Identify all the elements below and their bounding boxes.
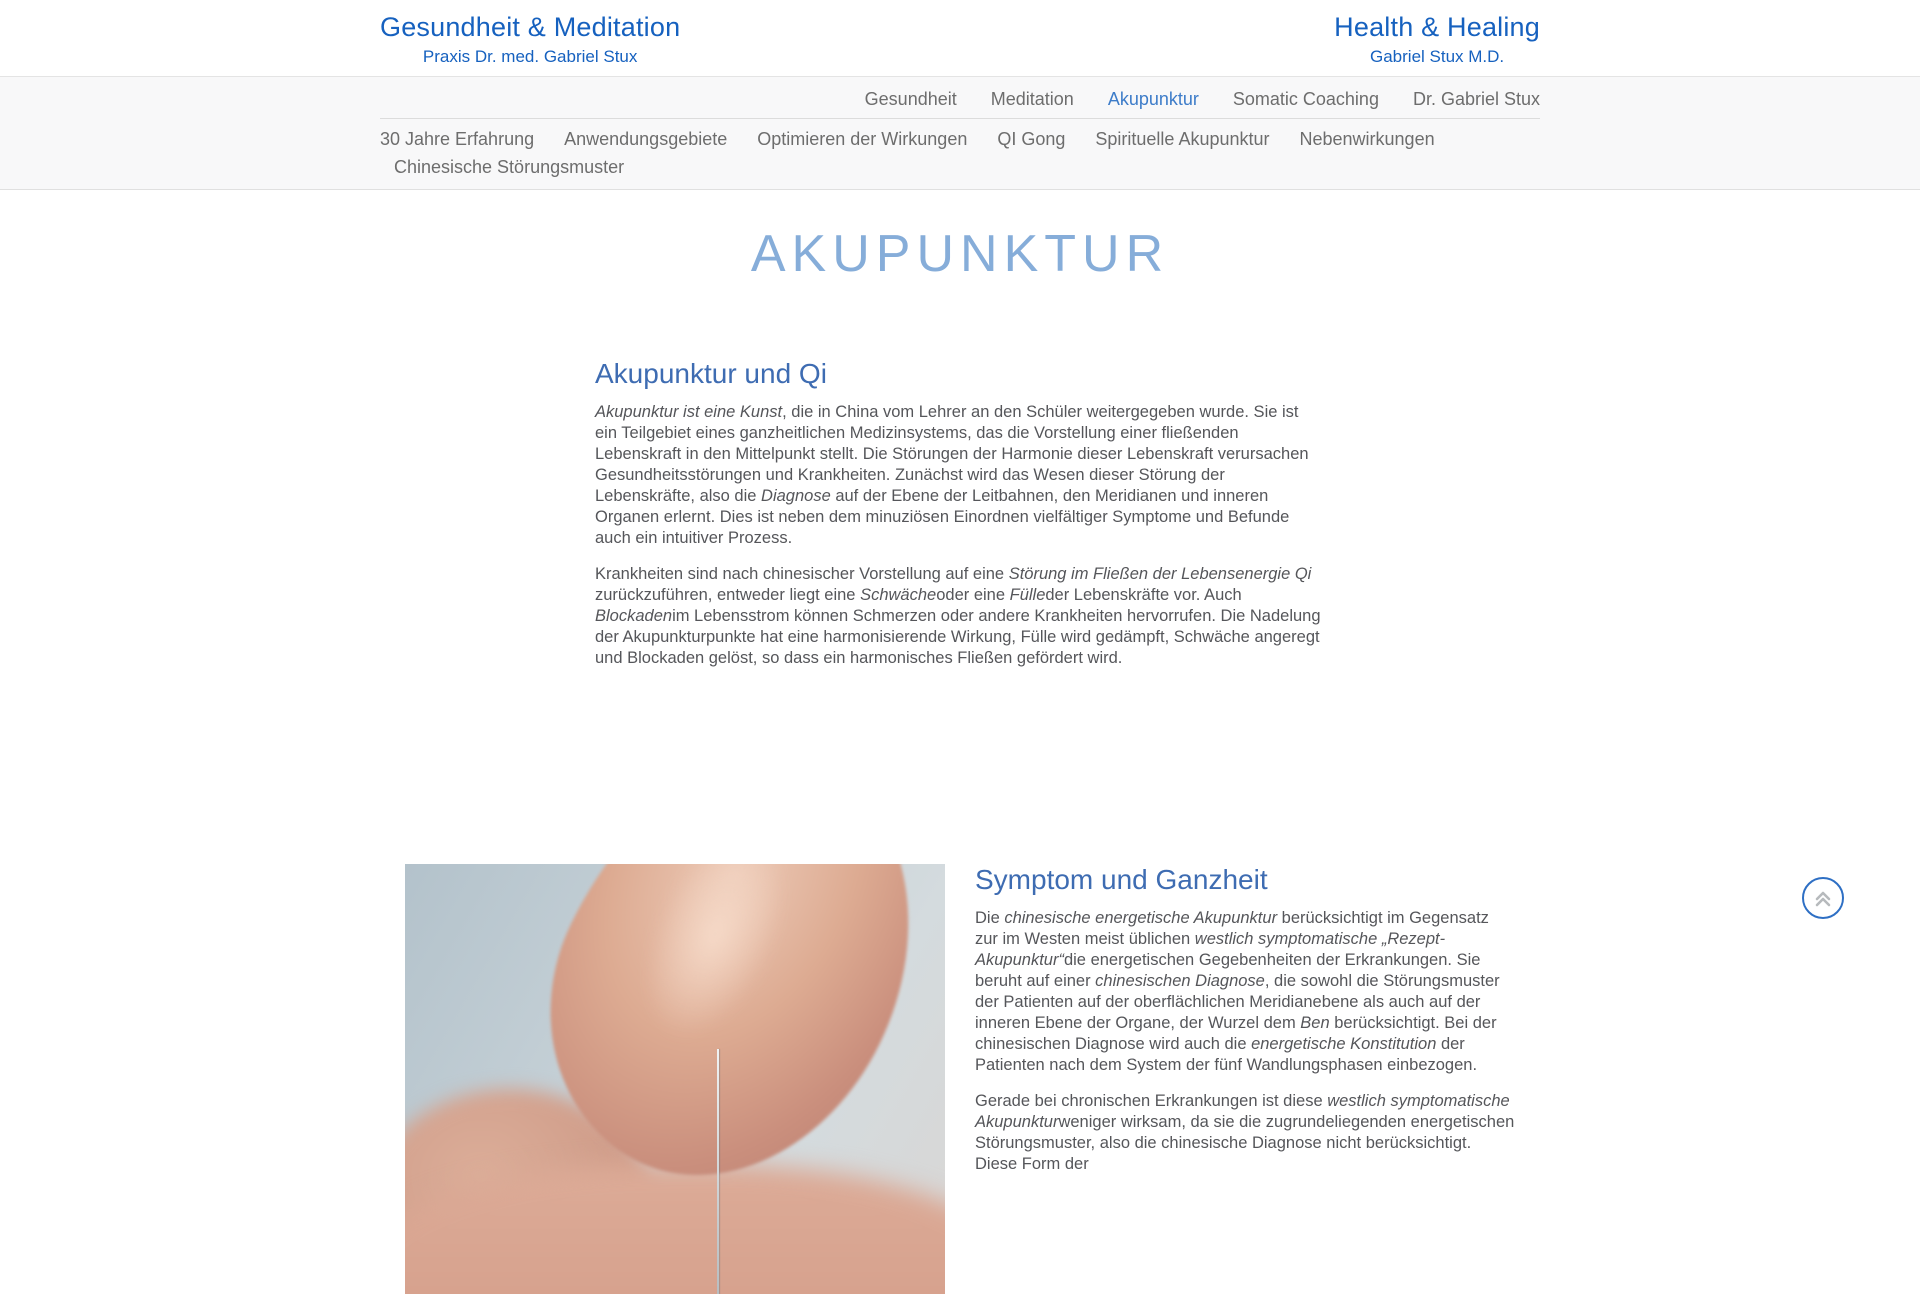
site-header	[0, 0, 1920, 76]
site-logo-right-title: Health & Healing	[1334, 11, 1540, 42]
site-logo-left[interactable]	[380, 12, 680, 67]
nav-item-gesundheit[interactable]: Gesundheit	[864, 89, 957, 109]
site-logo-left-subtitle: Praxis Dr. med. Gabriel Stux	[422, 46, 638, 66]
subnav-item-spirituelle-akupunktur[interactable]: Spirituelle Akupunktur	[1095, 129, 1270, 149]
paragraph: Die chinesische energetische Akupunktur berücksichtigt im Gegensatz zur im Westen meist üblichen westlich symptomatische „Rezept-Akupunktur“die energetischen Gegebenheiten der Erkrankungen. Sie beruht auf einer chinesischen Diagnose, die sowohl die Störungsmuster der Patienten auf der oberflächlichen Meridianebene als auch auf der inneren Ebene der Organe, der Wurzel dem Ben berücksichtigt. Bei der chinesischen Diagnose wird auch die energetische Konstitution der Patienten nach dem System der fünf Wandlungsphasen einbezogen.	[975, 909, 1500, 1074]
subnav-item-nebenwirkungen[interactable]: Nebenwirkungen	[1299, 129, 1435, 149]
subnav-item-30-jahre-erfahrung[interactable]: 30 Jahre Erfahrung	[380, 129, 535, 149]
site-logo-right[interactable]	[1334, 12, 1540, 67]
section-heading-symptom-und-ganzheit: Symptom und Ganzheit	[975, 864, 1268, 895]
section-akupunktur-und-qi	[380, 358, 1540, 669]
subnav-item-anwendungsgebiete[interactable]: Anwendungsgebiete	[564, 129, 728, 149]
section-heading-akupunktur-und-qi: Akupunktur und Qi	[595, 358, 827, 389]
section-symptom-und-ganzheit	[380, 864, 1540, 1294]
nav-item-akupunktur[interactable]: Akupunktur	[1107, 89, 1199, 109]
site-logo-left-title: Gesundheit & Meditation	[380, 11, 681, 42]
site-logo-right-subtitle: Gabriel Stux M.D.	[1370, 46, 1505, 66]
nav-item-somatic-coaching[interactable]: Somatic Coaching	[1232, 89, 1379, 109]
photo-skin-shape	[405, 1164, 945, 1294]
page-title: AKUPUNKTUR	[750, 225, 1170, 283]
subnav-item-optimieren-der-wirkungen[interactable]: Optimieren der Wirkungen	[757, 129, 968, 149]
subnav-item-chinesische-stoerungsmuster[interactable]: Chinesische Störungsmuster	[394, 157, 625, 177]
paragraph: Krankheiten sind nach chinesischer Vorstellung auf eine Störung im Fließen der Lebensenergie Qi zurückzuführen, entweder liegt eine Schwächeoder eine Fülleder Lebenskräfte vor. Auch Blockadenim Lebensstrom können Schmerzen oder andere Krankheiten hervorrufen. Die Nadelung der Akupunkturpunkte hat eine harmonisierende Wirkung, Fülle wird gedämpft, Schwäche angeregt und Blockaden gelöst, so dass ein harmonisches Fließen gefördert wird.	[595, 565, 1321, 667]
primary-nav	[380, 77, 1540, 119]
secondary-nav	[380, 119, 1540, 189]
chevron-double-up-icon	[1812, 887, 1834, 909]
paragraph: Gerade bei chronischen Erkrankungen ist diese westlich symptomatische Akupunkturweniger wirksam, da sie die zugrundeliegenden energetischen Störungsmuster, also die chinesische Diagnose nicht berücksichtigt. Diese Form der	[975, 1092, 1515, 1173]
photo-needle-shape	[717, 1049, 719, 1294]
acupuncture-needle-photo	[405, 864, 945, 1294]
main-navigation	[0, 76, 1920, 190]
subnav-item-qi-gong[interactable]: QI Gong	[997, 129, 1066, 149]
scroll-to-top-button[interactable]	[1802, 877, 1844, 919]
paragraph: Akupunktur ist eine Kunst, die in China vom Lehrer an den Schüler weitergegeben wurde. Sie ist ein Teilgebiet eines ganzheitlichen Medizinsystems, das die Vorstellung einer fließenden Lebenskraft in den Mittelpunkt stellt. Die Störungen der Harmonie dieser Lebenskraft verursachen Gesundheitsstörungen und Krankheiten. Zunächst wird das Wesen dieser Störung der Lebenskräfte, also die Diagnose auf der Ebene der Leitbahnen, den Meridianen und inneren Organen erlernt. Dies ist neben dem minuziösen Einordnen vielfältiger Symptome und Befunde auch ein intuitiver Prozess.	[595, 403, 1309, 547]
nav-item-meditation[interactable]: Meditation	[990, 89, 1074, 109]
nav-item-dr-gabriel-stux[interactable]: Dr. Gabriel Stux	[1412, 89, 1540, 109]
page-content	[0, 224, 1920, 1294]
